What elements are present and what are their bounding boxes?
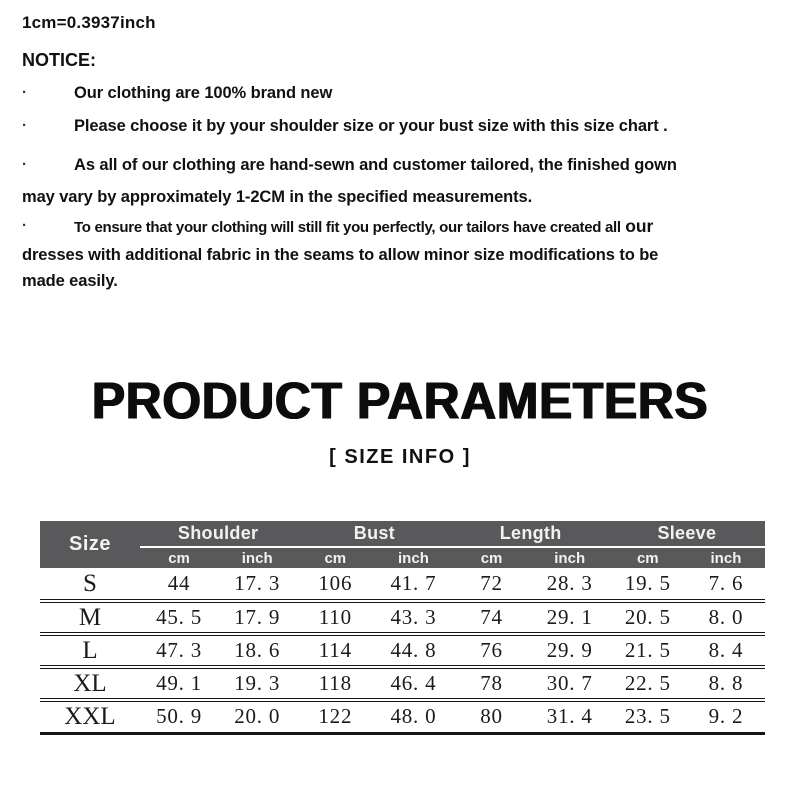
table-row-s xyxy=(40,568,765,601)
bullet-dot: · xyxy=(22,84,27,101)
unit-header-inch: inch xyxy=(374,547,452,568)
value-cell: 20. 0 xyxy=(218,700,296,733)
value-cell: 29. 9 xyxy=(531,634,609,667)
size-cell: XL xyxy=(40,667,140,700)
notice-line-segment: To ensure that your clothing will still fit you perfectly, our tailors have created all xyxy=(74,219,621,236)
value-cell: 8. 8 xyxy=(687,667,765,700)
unit-header-cm: cm xyxy=(609,547,687,568)
notice-line: may vary by approximately 1-2CM in the specified measurements. xyxy=(22,188,533,206)
size-chart-table xyxy=(40,521,765,735)
value-cell: 28. 3 xyxy=(531,568,609,601)
size-info-subtitle: [ SIZE INFO ] xyxy=(329,446,471,468)
size-cell: L xyxy=(40,634,140,667)
table-row-m xyxy=(40,601,765,634)
notice-line: made easily. xyxy=(22,272,118,290)
group-header-shoulder: Shoulder xyxy=(140,521,296,547)
value-cell: 122 xyxy=(296,700,374,733)
notice-line xyxy=(22,213,788,242)
value-cell: 17. 9 xyxy=(218,601,296,634)
size-cell: M xyxy=(40,601,140,634)
notice-line: dresses with additional fabric in the seams to allow minor size modifications to be xyxy=(22,245,659,264)
unit-header-inch: inch xyxy=(218,547,296,568)
unit-header-inch: inch xyxy=(531,547,609,568)
value-cell: 17. 3 xyxy=(218,568,296,601)
value-cell: 7. 6 xyxy=(687,568,765,601)
value-cell: 23. 5 xyxy=(609,700,687,733)
value-cell: 114 xyxy=(296,634,374,667)
bullet-dot: · xyxy=(22,156,27,173)
value-cell: 8. 4 xyxy=(687,634,765,667)
notice-line: Our clothing are 100% brand new xyxy=(74,84,333,102)
value-cell: 29. 1 xyxy=(531,601,609,634)
value-cell: 49. 1 xyxy=(140,667,218,700)
value-cell: 80 xyxy=(453,700,531,733)
value-cell: 30. 7 xyxy=(531,667,609,700)
size-table-header xyxy=(40,521,765,568)
value-cell: 50. 9 xyxy=(140,700,218,733)
bullet-dot: · xyxy=(22,217,27,234)
table-row-xxl xyxy=(40,700,765,733)
notice-line-emphasis: our xyxy=(625,216,654,236)
value-cell: 20. 5 xyxy=(609,601,687,634)
group-header-bust: Bust xyxy=(296,521,452,547)
value-cell: 48. 0 xyxy=(374,700,452,733)
value-cell: 19. 3 xyxy=(218,667,296,700)
value-cell: 44 xyxy=(140,568,218,601)
unit-header-cm: cm xyxy=(140,547,218,568)
size-cell: XXL xyxy=(40,700,140,733)
value-cell: 47. 3 xyxy=(140,634,218,667)
notice-item-brand-new xyxy=(22,84,788,103)
value-cell: 106 xyxy=(296,568,374,601)
value-cell: 44. 8 xyxy=(374,634,452,667)
unit-header-cm: cm xyxy=(296,547,374,568)
notice-item-seam-allowance xyxy=(22,213,788,295)
group-header-sleeve: Sleeve xyxy=(609,521,765,547)
value-cell: 22. 5 xyxy=(609,667,687,700)
notice-line: Please choose it by your shoulder size or your bust size with this size chart . xyxy=(74,117,668,135)
value-cell: 78 xyxy=(453,667,531,700)
value-cell: 9. 2 xyxy=(687,700,765,733)
notice-item-choose-size xyxy=(22,117,788,136)
value-cell: 19. 5 xyxy=(609,568,687,601)
value-cell: 72 xyxy=(453,568,531,601)
value-cell: 41. 7 xyxy=(374,568,452,601)
unit-header-inch: inch xyxy=(687,547,765,568)
size-column-header: Size xyxy=(40,521,140,568)
notice-heading: NOTICE: xyxy=(22,50,96,70)
value-cell: 46. 4 xyxy=(374,667,452,700)
bullet-dot: · xyxy=(22,117,27,134)
notice-item-hand-sewn xyxy=(22,149,788,213)
value-cell: 18. 6 xyxy=(218,634,296,667)
unit-header-cm: cm xyxy=(453,547,531,568)
table-row-l xyxy=(40,634,765,667)
value-cell: 76 xyxy=(453,634,531,667)
value-cell: 8. 0 xyxy=(687,601,765,634)
value-cell: 110 xyxy=(296,601,374,634)
value-cell: 74 xyxy=(453,601,531,634)
product-parameters-title: PRODUCT PARAMETERS xyxy=(91,371,709,431)
value-cell: 31. 4 xyxy=(531,700,609,733)
size-cell: S xyxy=(40,568,140,601)
value-cell: 43. 3 xyxy=(374,601,452,634)
table-row-xl xyxy=(40,667,765,700)
value-cell: 21. 5 xyxy=(609,634,687,667)
group-header-length: Length xyxy=(453,521,609,547)
unit-conversion-note: 1cm=0.3937inch xyxy=(22,13,156,32)
value-cell: 45. 5 xyxy=(140,601,218,634)
notice-line: As all of our clothing are hand-sewn and customer tailored, the finished gown xyxy=(74,156,677,174)
value-cell: 118 xyxy=(296,667,374,700)
